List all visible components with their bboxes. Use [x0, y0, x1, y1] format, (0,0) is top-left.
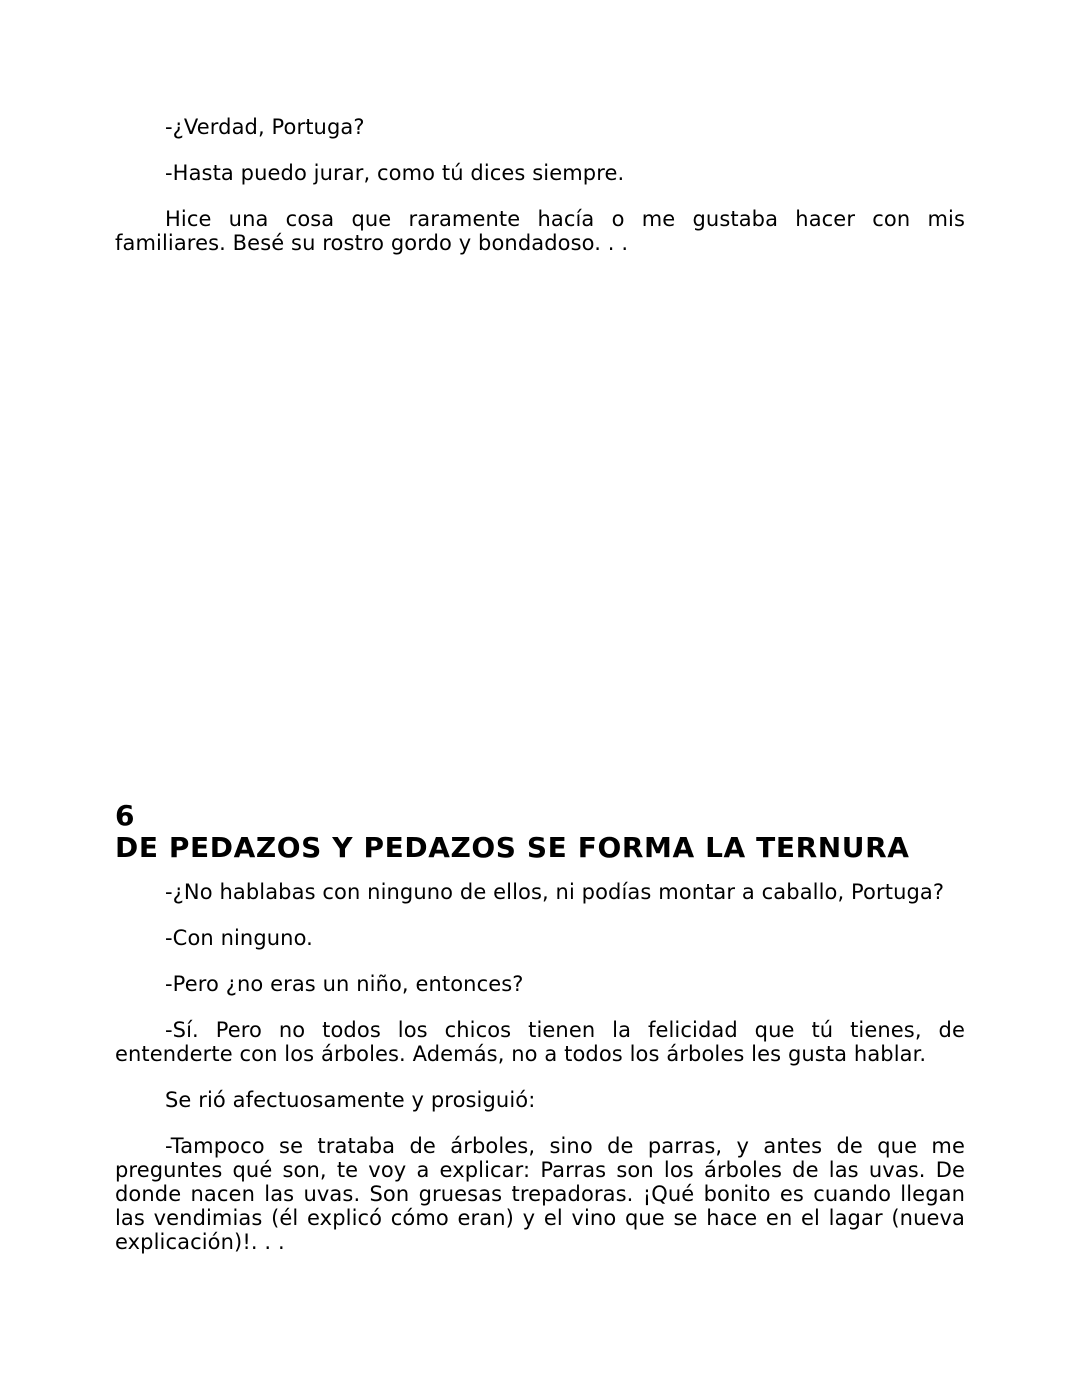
paragraph: -¿Verdad, Portuga?	[165, 115, 365, 139]
previous-chapter-ending	[115, 115, 965, 277]
paragraph: -Con ninguno.	[165, 926, 313, 950]
paragraph: -¿No hablabas con ninguno de ellos, ni podías montar a caballo, Portuga?	[165, 880, 945, 904]
paragraph: -Tampoco se trataba de árboles, sino de parras, y antes de que me preguntes qué son, te voy a explicar: Parras son los árboles de las uvas. De donde nacen las uvas. Son gruesas trepadoras. ¡Qué bonito es cuando llegan las vendimias (él explicó cómo eran) y el vino que se hace en el lagar (nueva explicación)!. . .	[115, 1134, 965, 1254]
chapter-title: DE PEDAZOS Y PEDAZOS SE FORMA LA TERNURA	[115, 831, 910, 864]
paragraph: Se rió afectuosamente y prosiguió:	[165, 1088, 536, 1112]
paragraph: -Sí. Pero no todos los chicos tienen la felicidad que tú tienes, de entenderte con los árboles. Además, no a todos los árboles les gusta hablar.	[115, 1018, 965, 1066]
chapter-section	[115, 800, 965, 1276]
paragraph: -Hasta puedo jurar, como tú dices siempre.	[165, 161, 625, 185]
chapter-number: 6	[115, 799, 135, 832]
paragraph: Hice una cosa que raramente hacía o me gustaba hacer con mis familiares. Besé su rostro gordo y bondadoso. . .	[115, 207, 965, 255]
paragraph: -Pero ¿no eras un niño, entonces?	[165, 972, 524, 996]
